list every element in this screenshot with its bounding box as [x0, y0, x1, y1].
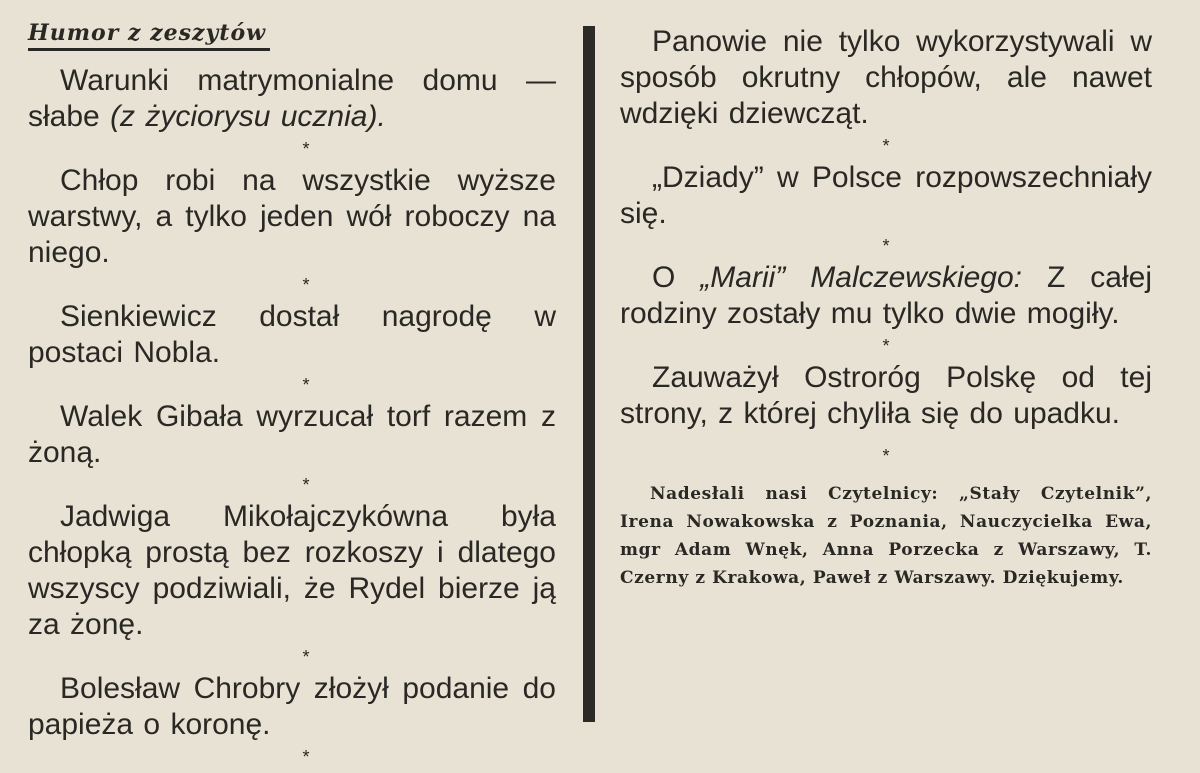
joke-item: Jadwiga Mikołajczykówna była chłopką prostą bez rozkoszy i dlatego wszyscy podziwiali, że Rydel bierze ją za żonę. [28, 500, 556, 641]
separator-star: * [302, 139, 310, 159]
right-column [620, 20, 1152, 592]
separator-star: * [302, 475, 310, 495]
separator-star: * [302, 375, 310, 395]
reader-credits: Nadesłali nasi Czytelnicy: „Stały Czytelnik”, Irena Nowakowska z Poznania, Nauczycielka Ewa, mgr Adam Wnęk, Anna Porzecka z Warszawy, T. Czerny z Krakowa, Paweł z Warszawy. Dziękujemy. [620, 484, 1152, 588]
joke-item: Panowie nie tylko wykorzystywali w sposób okrutny chłopów, ale nawet wdzięki dziewcząt. [620, 25, 1152, 130]
separator-star: * [882, 136, 890, 156]
joke-item: O „Marii” Malczewskiego: Z całej rodziny zostały mu tylko dwie mogiły. [620, 261, 1152, 330]
joke-item: Zauważył Ostroróg Polskę od tej strony, z której chyliła się do upadku. [620, 361, 1152, 430]
separator-star: * [882, 336, 890, 356]
separator-star: * [302, 647, 310, 667]
joke-item: Bolesław Chrobry złożył podanie do papieża o koronę. [28, 672, 556, 741]
separator-star: * [302, 275, 310, 295]
joke-item: Sienkiewicz dostał nagrodę w postaci Nobla. [28, 300, 556, 369]
section-title: Humor z zeszytów [28, 20, 270, 51]
separator-star: * [882, 236, 890, 256]
joke-item: Warunki matrymonialne domu — słabe (z życiorysu ucznia). [28, 64, 556, 133]
joke-item: Chłop robi na wszystkie wyższe warstwy, a tylko jeden wół roboczy na niego. [28, 164, 556, 269]
joke-item: „Dziady” w Polsce rozpowszechniały się. [620, 161, 1152, 230]
separator-star: * [302, 747, 310, 767]
joke-item: Walek Gibała wyrzucał torf razem z żoną. [28, 400, 556, 469]
separator-star: * [882, 446, 890, 466]
column-divider [583, 26, 595, 722]
left-column [28, 20, 556, 771]
